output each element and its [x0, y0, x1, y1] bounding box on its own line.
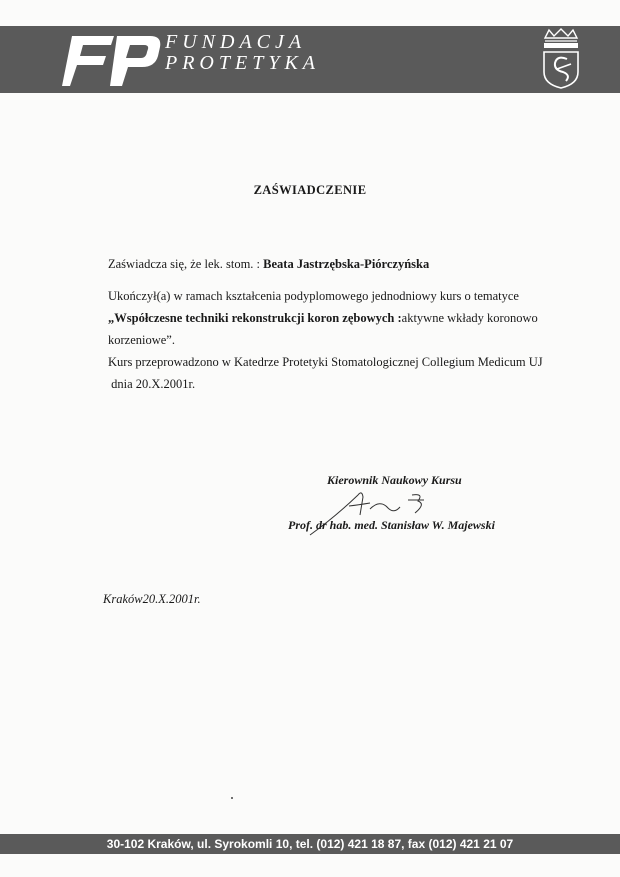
- fp-logo: [62, 36, 162, 86]
- place-and-date: Kraków20.X.2001r.: [103, 592, 201, 606]
- stray-dot: [231, 797, 233, 799]
- recipient-line: [108, 257, 429, 272]
- course-title-line: [108, 311, 538, 326]
- org-name-line1: FUNDACJA: [165, 31, 307, 53]
- signatory-role: Kierownik Naukowy Kursu: [327, 473, 462, 487]
- date-line: dnia 20.X.2001r.: [108, 377, 196, 391]
- course-title-continuation: korzeniowe”.: [108, 333, 175, 347]
- signatory-name: Prof. dr hab. med. Stanisław W. Majewski: [288, 518, 495, 532]
- org-name-line2: PROTETYKA: [165, 52, 321, 74]
- footer-band: [0, 834, 620, 854]
- recipient-prefix: Zaświadcza się, że lek. stom. :: [108, 257, 264, 271]
- venue-line: Kurs przeprowadzono w Katedrze Protetyki Stomatologicznej Collegium Medicum UJ: [108, 355, 543, 369]
- course-intro-line: Ukończył(a) w ramach kształcenia podyplomowego jednodniowy kurs o tematyce: [108, 289, 519, 303]
- org-name: [165, 32, 320, 74]
- krakow-crest: [540, 28, 582, 90]
- recipient-name: Beata Jastrzębska-Piórczyńska: [263, 257, 430, 271]
- footer-address: 30-102 Kraków, ul. Syrokomli 10, tel. (012) 421 18 87, fax (012) 421 21 07: [106, 837, 514, 851]
- document-title: ZAŚWIADCZENIE: [253, 183, 367, 197]
- course-title-rest: aktywne wkłady koronowo: [401, 311, 538, 325]
- course-title-bold: „Współczesne techniki rekonstrukcji koron zębowych :: [108, 311, 402, 325]
